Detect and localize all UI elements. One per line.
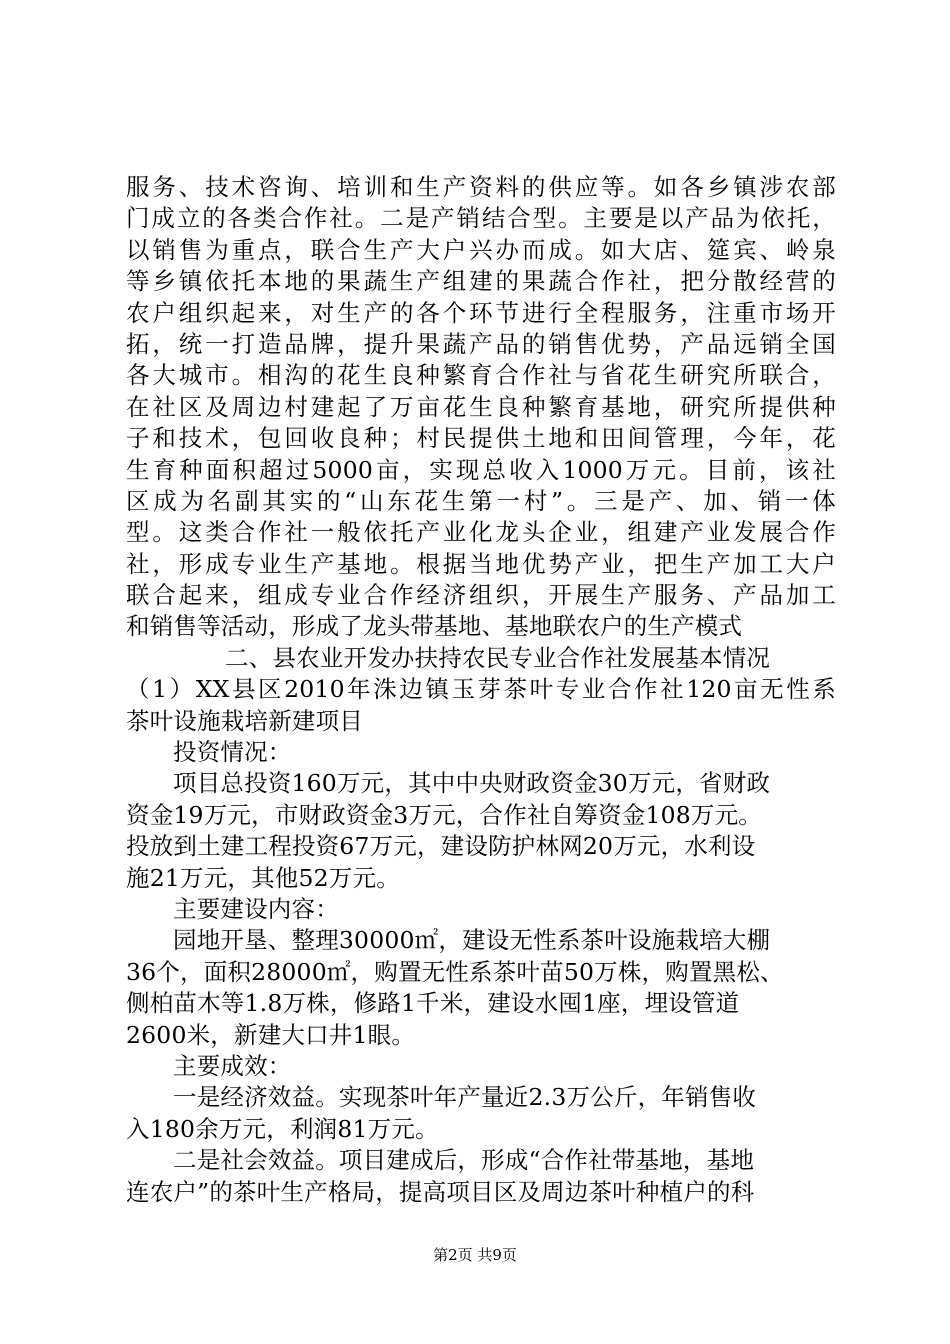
text-line: 区成为名副其实的“山东花生第一村”。三是产、加、销一体 (126, 486, 836, 515)
text-line: 在社区及周边村建起了万亩花生良种繁育基地，研究所提供种 (126, 392, 836, 421)
text-line: 以销售为重点，联合生产大户兴办而成。如大店、筵宾、岭泉 (126, 235, 836, 264)
text-line: 和销售等活动，形成了龙头带基地、基地联农户的生产模式 (126, 612, 743, 641)
text-line: 入180余万元，利润81万元。 (126, 1114, 439, 1143)
text-line: 联合起来，组成专业合作经济组织，开展生产服务、产品加工 (126, 581, 836, 610)
text-line: 门成立的各类合作社。二是产销结合型。主要是以产品为依托， (126, 204, 836, 233)
text-line: 项目总投资160万元，其中中央财政资金30万元，省财政 (173, 769, 771, 798)
subheading: 主要建设内容： (173, 894, 339, 923)
subheading: 主要成效： (173, 1051, 292, 1080)
text-line: 拓，统一打造品牌，提升果蔬产品的销售优势，产品远销全国 (126, 329, 836, 358)
subheading: 投资情况： (173, 738, 292, 767)
text-line: 36个，面积28000㎡，购置无性系茶叶苗50万株，购置黑松、 (126, 957, 784, 986)
text-line: 施21万元，其他52万元。 (126, 863, 400, 892)
text-line: 茶叶设施栽培新建项目 (126, 706, 363, 735)
text-line: 社，形成专业生产基地。根据当地优势产业，把生产加工大户 (126, 549, 836, 578)
text-line: 生育种面积超过5000亩，实现总收入1000万元。目前，该社 (126, 455, 836, 484)
text-line: 二是社会效益。项目建成后，形成“合作社带基地，基地 (173, 1146, 755, 1175)
text-line: 一是经济效益。实现茶叶年产量近2.3万公斤，年销售收 (173, 1083, 757, 1112)
text-line: 服务、技术咨询、培训和生产资料的供应等。如各乡镇涉农部 (126, 173, 836, 201)
page-number: 第2页 共9页 (433, 1246, 517, 1264)
text-line: （1）XX县区2010年洙边镇玉芽茶叶专业合作社120亩无性系 (126, 675, 836, 704)
text-line: 园地开垦、整理30000㎡，建设无性系茶叶设施栽培大棚 (173, 926, 771, 955)
text-line: 2600米，新建大口井1眼。 (126, 1020, 416, 1049)
text-line: 农户组织起来，对生产的各个环节进行全程服务，注重市场开 (126, 298, 836, 327)
text-line: 投放到土建工程投资67万元，建设防护林网20万元，水利设 (126, 832, 756, 861)
text-line: 型。这类合作社一般依托产业化龙头企业，组建产业发展合作 (126, 518, 836, 547)
text-line: 侧柏苗木等1.8万株，修路1千米，建设水囤1座，埋设管道 (126, 989, 740, 1018)
text-line: 子和技术，包回收良种；村民提供土地和田间管理，今年，花 (126, 424, 836, 453)
text-line: 连农户”的茶叶生产格局，提高项目区及周边茶叶种植户的科 (126, 1177, 755, 1206)
text-line: 等乡镇依托本地的果蔬生产组建的果蔬合作社，把分散经营的 (126, 267, 836, 296)
text-line: 各大城市。相沟的花生良种繁育合作社与省花生研究所联合， (126, 361, 836, 390)
section-heading: 二、县农业开发办扶持农民专业合作社发展基本情况 (225, 643, 771, 672)
body-text (126, 172, 836, 1208)
text-line: 资金19万元，市财政资金3万元，合作社自筹资金108万元。 (126, 800, 763, 829)
